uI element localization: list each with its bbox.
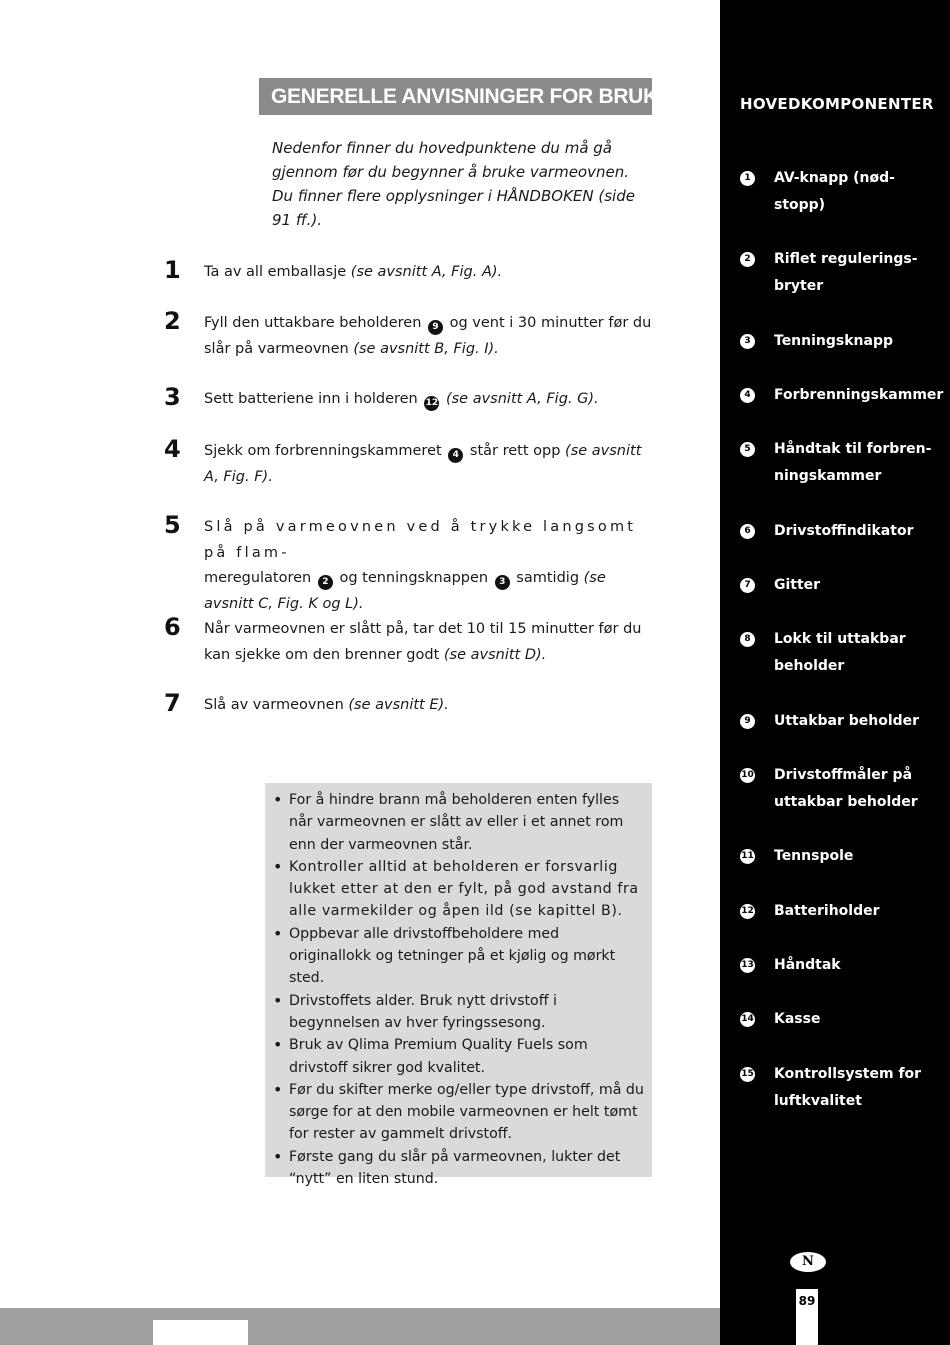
component-label: Uttakbar beholder xyxy=(774,713,920,729)
component-label: Kontrollsystem for luftkvalitet xyxy=(774,1066,922,1109)
step-text: Sett batteriene inn i holderen 12 (se avsnitt A, Fig. G). xyxy=(204,387,654,413)
warning-item: • Bruk av Qlima Premium Quality Fuels som drivstoff sikrer god kvalitet. xyxy=(271,1034,644,1079)
component-number: 15 xyxy=(740,1067,755,1082)
part-number-badge: 3 xyxy=(495,575,510,590)
component-label: Tenningsknapp xyxy=(774,333,894,349)
component-label: Batteriholder xyxy=(774,903,880,919)
component-number: 9 xyxy=(740,714,755,729)
component-number: 12 xyxy=(740,904,755,919)
step-text: Ta av all emballasje (se avsnitt A, Fig. A). xyxy=(204,264,503,280)
step-number: 2 xyxy=(164,307,181,335)
step-number: 4 xyxy=(164,435,181,463)
component-label: Håndtak til forbren-ningskammer xyxy=(774,441,932,484)
step-number: 3 xyxy=(164,383,181,411)
page-title: GENERELLE ANVISNINGER FOR BRUK xyxy=(259,78,652,115)
component-label: Kasse xyxy=(774,1011,821,1027)
warning-item: • Kontroller alltid at beholderen er forsvarlig lukket etter at den er fylt, på god avstand fra alle varmekilder og åpen ild (se kapittel B). xyxy=(271,856,644,923)
component-number: 11 xyxy=(740,849,755,864)
warning-item: • Drivstoffets alder. Bruk nytt drivstoff i begynnelsen av hver fyringssesong. xyxy=(271,990,644,1035)
component-number: 1 xyxy=(740,171,755,186)
component-number: 13 xyxy=(740,958,755,973)
step-text: Slå på varmeovnen ved å trykke langsomt på flam- meregulatoren 2 og tenningsknappen 3 samtidig (se avsnitt C, Fig. K og L). xyxy=(204,519,637,612)
warning-list xyxy=(271,789,644,1190)
component-number: 5 xyxy=(740,442,755,457)
part-number-badge: 12 xyxy=(424,396,439,411)
component-number: 7 xyxy=(740,578,755,593)
page-number-box xyxy=(796,1289,818,1345)
page-number: 89 xyxy=(798,1294,816,1308)
component-label: Drivstoffindikator xyxy=(774,523,914,539)
footer-bar xyxy=(0,1308,720,1345)
step-text: Sjekk om forbrenningskammeret 4 står rett opp (se avsnitt A, Fig. F). xyxy=(204,443,642,485)
step-text: Slå av varmeovnen (se avsnitt E). xyxy=(204,697,449,713)
step-number: 5 xyxy=(164,511,181,539)
warning-box xyxy=(265,783,652,1188)
part-number-badge: 4 xyxy=(448,448,463,463)
sidebar-title: HOVEDKOMPONENTER xyxy=(740,95,934,113)
component-label: Drivstoffmåler på uttakbar beholder xyxy=(774,767,918,810)
component-number: 6 xyxy=(740,524,755,539)
component-number: 8 xyxy=(740,632,755,647)
footer-tab xyxy=(153,1320,248,1345)
component-label: Forbrenningskammer xyxy=(774,387,944,403)
component-number: 14 xyxy=(740,1012,755,1027)
warning-item: • For å hindre brann må beholderen enten fylles når varmeovnen er slått av eller i et annet rom enn der varmeovnen står. xyxy=(271,789,644,856)
component-number: 10 xyxy=(740,768,755,783)
component-number: 3 xyxy=(740,334,755,349)
step-number: 7 xyxy=(164,689,181,717)
component-number: 4 xyxy=(740,388,755,403)
component-label: Riflet regulerings-bryter xyxy=(774,251,918,294)
step-number: 6 xyxy=(164,613,181,641)
components-sidebar xyxy=(720,0,950,1345)
intro-paragraph: Nedenfor finner du hovedpunktene du må gå gjennom før du begynner å bruke varmeovnen. Du finner flere opplysninger i HÅNDBOKEN (side 91 ff.). xyxy=(272,139,635,229)
step-text: Når varmeovnen er slått på, tar det 10 til 15 minutter før du kan sjekke om den brenner godt (se avsnitt D). xyxy=(204,621,642,663)
component-label: AV-knapp (nød-stopp) xyxy=(774,170,895,213)
component-number: 2 xyxy=(740,252,755,267)
component-label: Gitter xyxy=(774,577,821,593)
language-badge: N xyxy=(790,1252,826,1272)
component-label: Tennspole xyxy=(774,848,854,864)
warning-item: • Oppbevar alle drivstoffbeholdere med originallokk og tetninger på et kjølig og mørkt sted. xyxy=(271,923,644,990)
part-number-badge: 2 xyxy=(318,575,333,590)
part-number-badge: 9 xyxy=(428,320,443,335)
step-text: Fyll den uttakbare beholderen 9 og vent i 30 minutter før du slår på varmeovnen (se avsnitt B, Fig. I). xyxy=(204,315,652,357)
step-number: 1 xyxy=(164,256,181,284)
component-label: Lokk til uttakbar beholder xyxy=(774,631,906,674)
component-label: Håndtak xyxy=(774,957,841,973)
warning-item: • Før du skifter merke og/eller type drivstoff, må du sørge for at den mobile varmeovnen er helt tømt for rester av gammelt drivstoff. xyxy=(271,1079,644,1146)
warning-item: • Første gang du slår på varmeovnen, lukter det “nytt” en liten stund. xyxy=(271,1146,644,1191)
